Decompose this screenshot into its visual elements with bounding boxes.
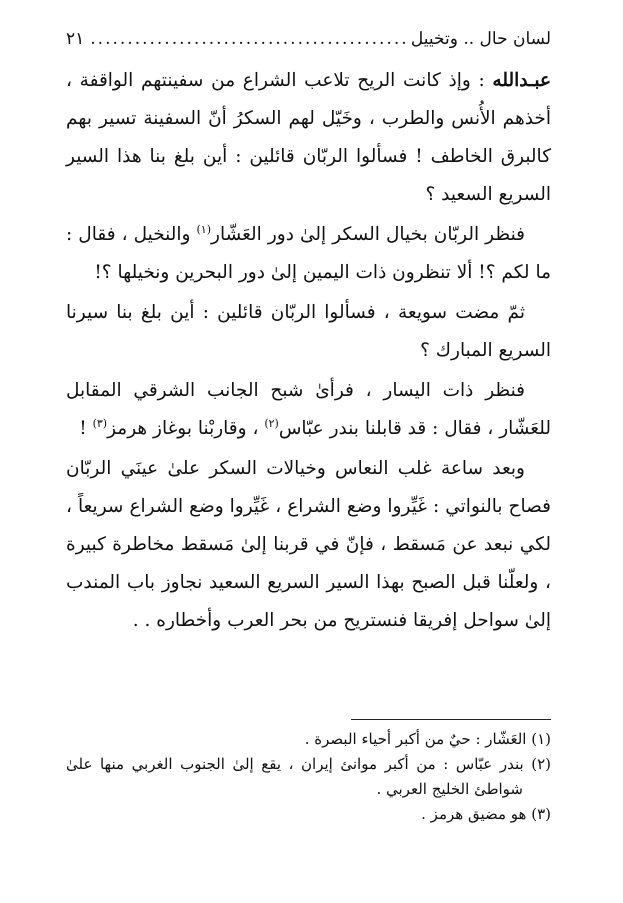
speaker-name: عبـدالله	[492, 70, 551, 91]
footnote-ref-1[interactable]: (١)	[196, 222, 212, 236]
footnote-ref-2[interactable]: (٢)	[264, 416, 279, 430]
footnotes	[66, 727, 551, 827]
body-text	[66, 62, 551, 640]
footnote-1: (١) العَشّار : حيٌ من أكبر أحياء البصرة .	[304, 730, 551, 748]
paragraph-1-text: : وإذ كانت الريح تلاعب الشراع من سفينتهم الواقفة ، أخذهم الأُنس والطرب ، وخَيّل لهم السكرُ أنّ السفينة تسير بهم كالبرق الخاطف ! فسألوا الربّان قائلين : أين بلغ بنا هذا السير السريع السعيد ؟	[66, 70, 551, 205]
paragraph-4-part-a: فنظر ذات اليسار ، فرأىٰ شبح الجانب الشرقي المقابل للعَشّار ، فقال : قد قابلنا بندر عبّاس	[66, 380, 551, 439]
paragraph-2-part-b: والنخيل ، فقال : ما لكم ؟! ألا تنظرون ذات اليمين إلىٰ دور البحرين ونخيلها ؟!	[66, 224, 551, 283]
paragraph-3: ثمّ مضت سويعة ، فسألوا الربّان قائلين : أين بلغ بنا سيرنا السريع المبارك ؟	[66, 302, 551, 361]
running-header	[66, 26, 551, 52]
page-number: ٢١	[66, 29, 85, 49]
paragraph-2	[66, 216, 551, 292]
paragraph-1	[66, 62, 551, 214]
running-title: لسان حال .. وتخييل	[410, 29, 551, 49]
footnote-3: (٣) هو مضيق هرمز .	[421, 805, 551, 823]
paragraph-4-part-c: !	[79, 418, 93, 439]
paragraph-5: وبعد ساعة غلب النعاس وخيالات السكر علىٰ عينَي الربّان فصاح بالنواتي : غَيِّروا وضع الشراع ، غَيِّروا وضع الشراع سريعاً ، لكي نبعد عن مَسقط ، فإنّ في قربنا إلىٰ مَسقط مخاطرة كبيرة ، ولعلّنا قبل الصبح بهذا السير السريع السعيد نجاوز باب المندب إلىٰ سواحل إفريقا فنستريح من بحر العرب وأخطاره . .	[66, 458, 551, 631]
paragraph-4	[66, 372, 551, 448]
leader-dots	[90, 26, 405, 52]
footnote-2: (٢) بندر عبّاس : من أكبر موانئ إيران ، يقع إلىٰ الجنوب الغربي منها علىٰ شواطئ الخليج العربي .	[66, 755, 551, 798]
footnote-divider	[351, 719, 551, 720]
footnote-ref-3[interactable]: (٣)	[92, 416, 108, 430]
paragraph-2-part-a: فنظر الربّان بخيال السكر إلىٰ دور العَشّار	[211, 224, 525, 245]
paragraph-4-part-b: ، وقاربْنا بوغاز هرمز	[107, 418, 265, 439]
